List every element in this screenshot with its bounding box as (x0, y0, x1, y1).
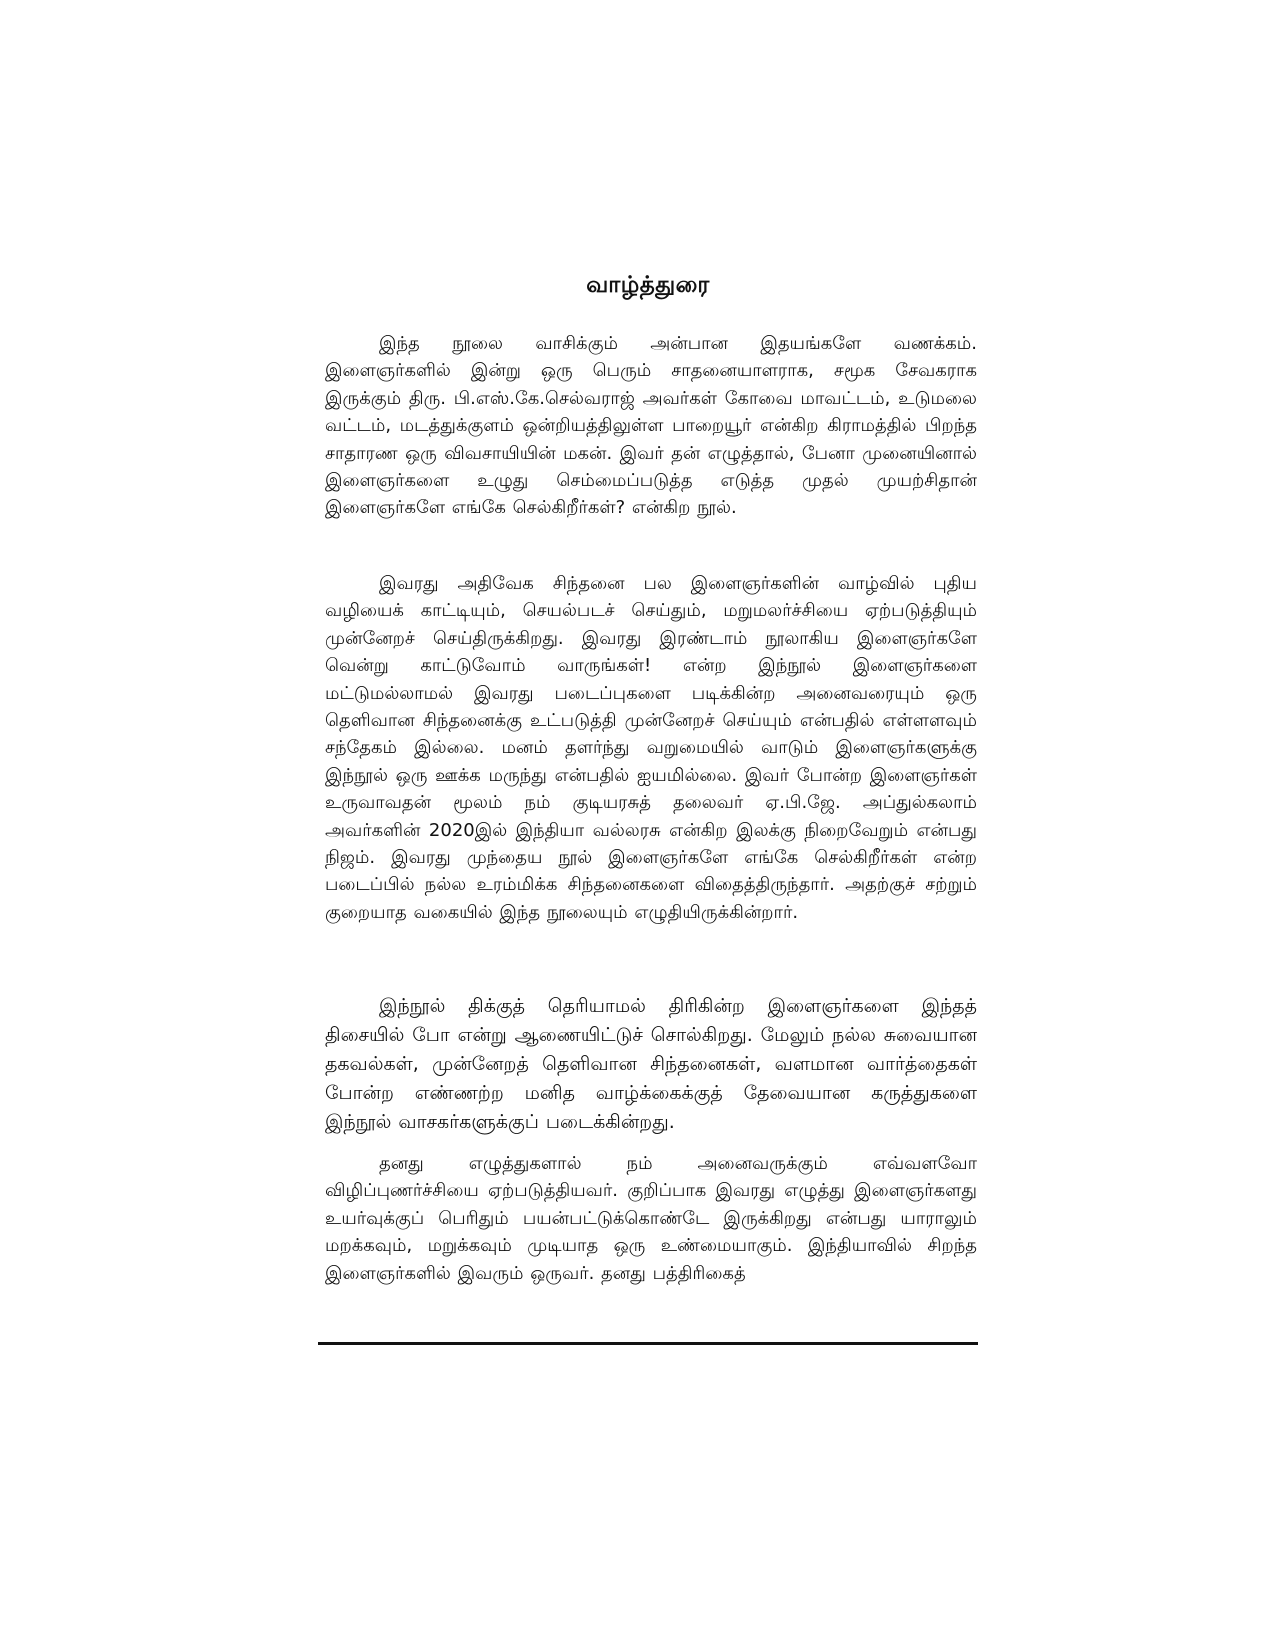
paragraph-author-thought: இவரது அதிவேக சிந்தனை பல இளைஞர்களின் வாழ்வில் புதிய வழியைக் காட்டியும், செயல்படச் செய்தும், மறுமலர்ச்சியை ஏற்படுத்தியும் முன்னேறச் செய்திருக்கிறது. இவரது இரண்டாம் நூலாகிய இளைஞர்களே வென்று காட்டுவோம் வாருங்கள்! என்ற இந்நூல் இளைஞர்களை மட்டுமல்லாமல் இவரது படைப்புகளை படிக்கின்ற அனைவரையும் ஒரு தெளிவான சிந்தனைக்கு உட்படுத்தி முன்னேறச் செய்யும் என்பதில் எள்ளளவும் சந்தேகம் இல்லை. மனம் தளர்ந்து வறுமையில் வாடும் இளைஞர்களுக்கு இந்நூல் ஒரு ஊக்க மருந்து என்பதில் ஐயமில்லை. இவர் போன்ற இளைஞர்கள் உருவாவதன் மூலம் நம் குடியரசுத் தலைவர் ஏ.பி.ஜே. அப்துல்கலாம் அவர்களின் 2020இல் இந்தியா வல்லரசு என்கிற இலக்கு நிறைவேறும் என்பது நிஜம். இவரது முந்தைய நூல் இளைஞர்களே எங்கே செல்கிறீர்கள் என்ற படைப்பில் நல்ல உரம்மிக்க சிந்தனைகளை விதைத்திருந்தார். அதற்குச் சற்றும் குறையாத வகையில் இந்த நூலையும் எழுதியிருக்கின்றார். (325, 573, 977, 923)
page-title: வாழ்த்துரை (586, 272, 710, 298)
footer-divider (318, 1342, 978, 1345)
paragraph-author-writing: தனது எழுத்துகளால் நம் அனைவருக்கும் எவ்வளவோ விழிப்புணர்ச்சியை ஏற்படுத்தியவர். குறிப்பாக இவரது எழுத்து இளைஞர்களது உயர்வுக்குப் பெரிதும் பயன்பட்டுக்கொண்டே இருக்கிறது என்பது யாராலும் மறக்கவும், மறுக்கவும் முடியாத ஒரு உண்மையாகும். இந்தியாவில் சிறந்த இளைஞர்களில் இவரும் ஒருவர். தனது பத்திரிகைத் (325, 1153, 977, 1284)
paragraph-greeting: இந்த நூலை வாசிக்கும் அன்பான இதயங்களே வணக்கம். இளைஞர்களில் இன்று ஒரு பெரும் சாதனையாளராக, சமூக சேவகராக இருக்கும் திரு. பி.எஸ்.கே.செல்வராஜ் அவர்கள் கோவை மாவட்டம், உடுமலை வட்டம், மடத்துக்குளம் ஒன்றியத்திலுள்ள பாறையூர் என்கிற கிராமத்தில் பிறந்த சாதாரண ஒரு விவசாயியின் மகன். இவர் தன் எழுத்தால், பேனா முனையினால் இளைஞர்களை உழுது செம்மைப்படுத்த எடுத்த முதல் முயற்சிதான் இளைஞர்களே எங்கே செல்கிறீர்கள்? என்கிற நூல். (325, 333, 977, 519)
paragraph-book-guidance: இந்நூல் திக்குத் தெரியாமல் திரிகின்ற இளைஞர்களை இந்தத் திசையில் போ என்று ஆணையிட்டுச் சொல்கிறது. மேலும் நல்ல சுவையான தகவல்கள், முன்னேறத் தெளிவான சிந்தனைகள், வளமான வார்த்தைகள் போன்ற எண்ணற்ற மனித வாழ்க்கைக்குத் தேவையான கருத்துகளை இந்நூல் வாசகர்களுக்குப் படைக்கின்றது. (325, 995, 977, 1133)
